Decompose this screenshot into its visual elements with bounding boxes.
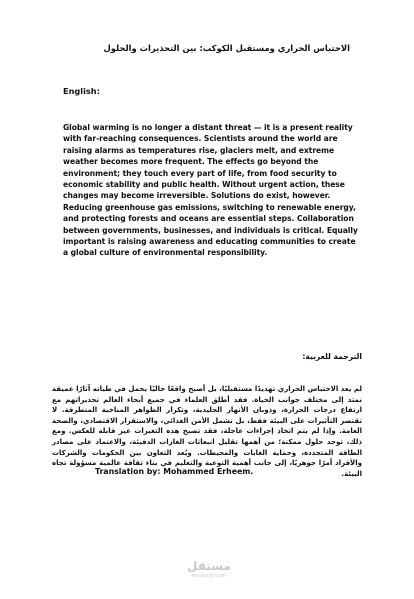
arabic-section-label: الترجمة للعربية: [302,352,362,361]
document-title-arabic: الاحتباس الحراري ومستقبل الكوكب: بين التحذيرات والحلول [103,43,350,53]
mostaql-watermark-logo [184,560,234,579]
translator-credit: Translation by: Mohammed Erheem. [95,467,254,476]
watermark-domain: mostaql.com [191,573,227,579]
english-paragraph: Global warming is no longer a distant threat — it is a present reality with far-reaching consequences. Scientists around the world are raising alarms as temperatures rise, glaciers melt, and extreme weather becomes more frequent. The effects go beyond the environment; they touch every part of life, from food security to economic stability and public health. Without urgent action, these changes may become irreversible. Solutions do exist, however. Reducing greenhouse gas emissions, switching to renewable energy, and protecting forests and oceans are essential steps. Collaboration between governments, businesses, and individuals is critical. Equally important is raising awareness and educating communities to create a global culture of environmental responsibility. [63,123,358,258]
watermark-logo-text: مستقل [187,559,231,573]
arabic-paragraph: لم يعد الاحتباس الحراري تهديدًا مستقبليًا، بل أصبح واقعًا حاليًا يحمل في طياته آثارًا عميقة تمتد إلى مختلف جوانب الحياة. فقد أطلق العلماء في جميع أنحاء العالم تحذيراتهم مع ارتفاع درجات الحرارة، وذوبان الأنهار الجليدية، وتكرار الظواهر المناخية المتطرفة. لا تقتصر التأثيرات على البيئة فقط، بل تشمل الأمن الغذائي، والاستقرار الاقتصادي، والصحة العامة. وإذا لم يتم اتخاذ إجراءات عاجلة، فقد تصبح هذه التغيرات غير قابلة للعكس. ومع ذلك، توجد حلول ممكنة؛ من أهمها تقليل انبعاثات الغازات الدفيئة، والاعتماد على مصادر الطاقة المتجددة، وحماية الغابات والمحيطات. ويُعد التعاون بين الحكومات والشركات والأفراد أمرًا جوهريًا، إلى جانب أهمية التوعية والتعليم في بناء ثقافة عالمية مسؤولة تجاه البيئة. [52,385,362,478]
english-section-label: English: [63,86,100,96]
